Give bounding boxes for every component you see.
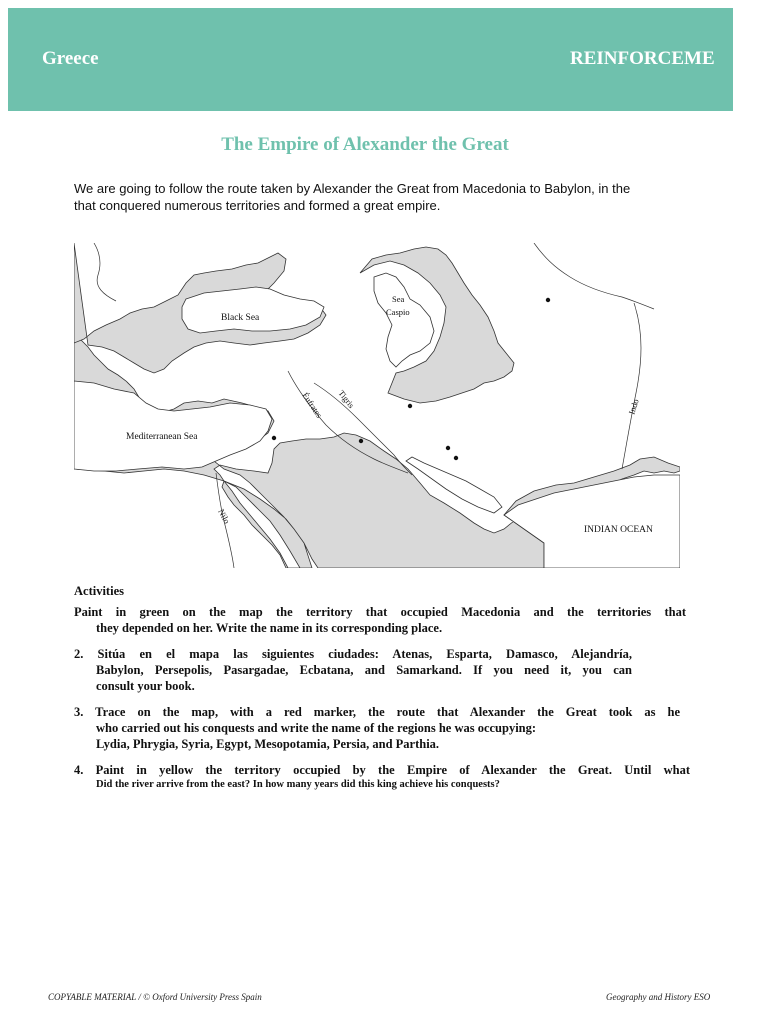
north-river bbox=[94, 243, 116, 301]
mediterranean-sea-shape bbox=[74, 381, 272, 471]
caspian-land bbox=[360, 247, 514, 403]
activity-4 bbox=[74, 762, 690, 791]
nile-label: Nilo bbox=[216, 507, 233, 526]
map-dot bbox=[546, 298, 550, 302]
activity-4-line-2: Did the river arrive from the east? In how many years did this king achieve his conquests? bbox=[96, 779, 500, 790]
activities-heading: Activities bbox=[74, 584, 124, 598]
indus-label: Indo bbox=[626, 397, 641, 416]
euphrates-label: Éufrates bbox=[300, 390, 325, 420]
activity-3-line-2: who carried out his conquests and write the name of the regions he was occupying: bbox=[96, 721, 537, 735]
aral-outline bbox=[534, 243, 654, 309]
activity-2-line-2: Babylon, Persepolis, Pasargadae, Ecbatana, and Samarkand. If you need it, you can bbox=[96, 663, 632, 677]
header-worksheet-type: REINFORCEME bbox=[570, 48, 715, 69]
caspian-sea-shape bbox=[374, 273, 434, 367]
activity-1 bbox=[74, 604, 686, 636]
activity-3-line-1: 3. Trace on the map, with a red marker, the route that Alexander the Great took as he bbox=[74, 705, 680, 719]
caspian-sea-label-1: Sea bbox=[392, 294, 405, 304]
intro-line-2: that conquered numerous territories and formed a great empire. bbox=[74, 198, 441, 213]
map-dot bbox=[272, 436, 276, 440]
activity-2-line-1: 2. Sitúa en el mapa las siguientes ciudades: Atenas, Esparta, Damasco, Alejandría, bbox=[74, 647, 632, 661]
map-svg bbox=[74, 243, 680, 568]
empire-map bbox=[74, 243, 680, 568]
map-dot bbox=[454, 456, 458, 460]
activity-3 bbox=[74, 704, 680, 752]
header-band bbox=[8, 8, 733, 111]
activity-1-line-1: Paint in green on the map the territory that occupied Macedonia and the territories that bbox=[74, 605, 686, 619]
footer-copyright: COPYABLE MATERIAL / © Oxford University Press Spain bbox=[48, 992, 262, 1002]
intro-line-1: We are going to follow the route taken by Alexander the Great from Macedonia to Babylon, in the bbox=[74, 181, 631, 196]
activity-3-line-3: Lydia, Phrygia, Syria, Egypt, Mesopotamia, Persia, and Parthia. bbox=[96, 737, 440, 751]
activity-2 bbox=[74, 646, 632, 694]
tigris-label: Tigris bbox=[336, 388, 357, 411]
caspian-sea-label-2: Caspio bbox=[386, 307, 410, 317]
intro-paragraph bbox=[74, 180, 674, 214]
footer-subject: Geography and History ESO bbox=[606, 992, 711, 1002]
activity-4-line-1: 4. Paint in yellow the territory occupied by the Empire of Alexander the Great. Until what bbox=[74, 763, 690, 777]
map-dot bbox=[408, 404, 412, 408]
mediterranean-sea-label: Mediterranean Sea bbox=[126, 432, 198, 442]
activity-1-line-2: they depended on her. Write the name in its corresponding place. bbox=[96, 621, 443, 635]
indus-river bbox=[622, 303, 641, 469]
map-dot bbox=[446, 446, 450, 450]
indian-ocean-label: INDIAN OCEAN bbox=[584, 525, 653, 535]
map-dot bbox=[359, 439, 363, 443]
activities-section bbox=[74, 583, 690, 801]
header-section-title: Greece bbox=[42, 48, 99, 69]
black-sea-label: Black Sea bbox=[221, 313, 260, 323]
page-title: The Empire of Alexander the Great bbox=[221, 134, 509, 155]
activity-2-line-3: consult your book. bbox=[96, 679, 195, 693]
